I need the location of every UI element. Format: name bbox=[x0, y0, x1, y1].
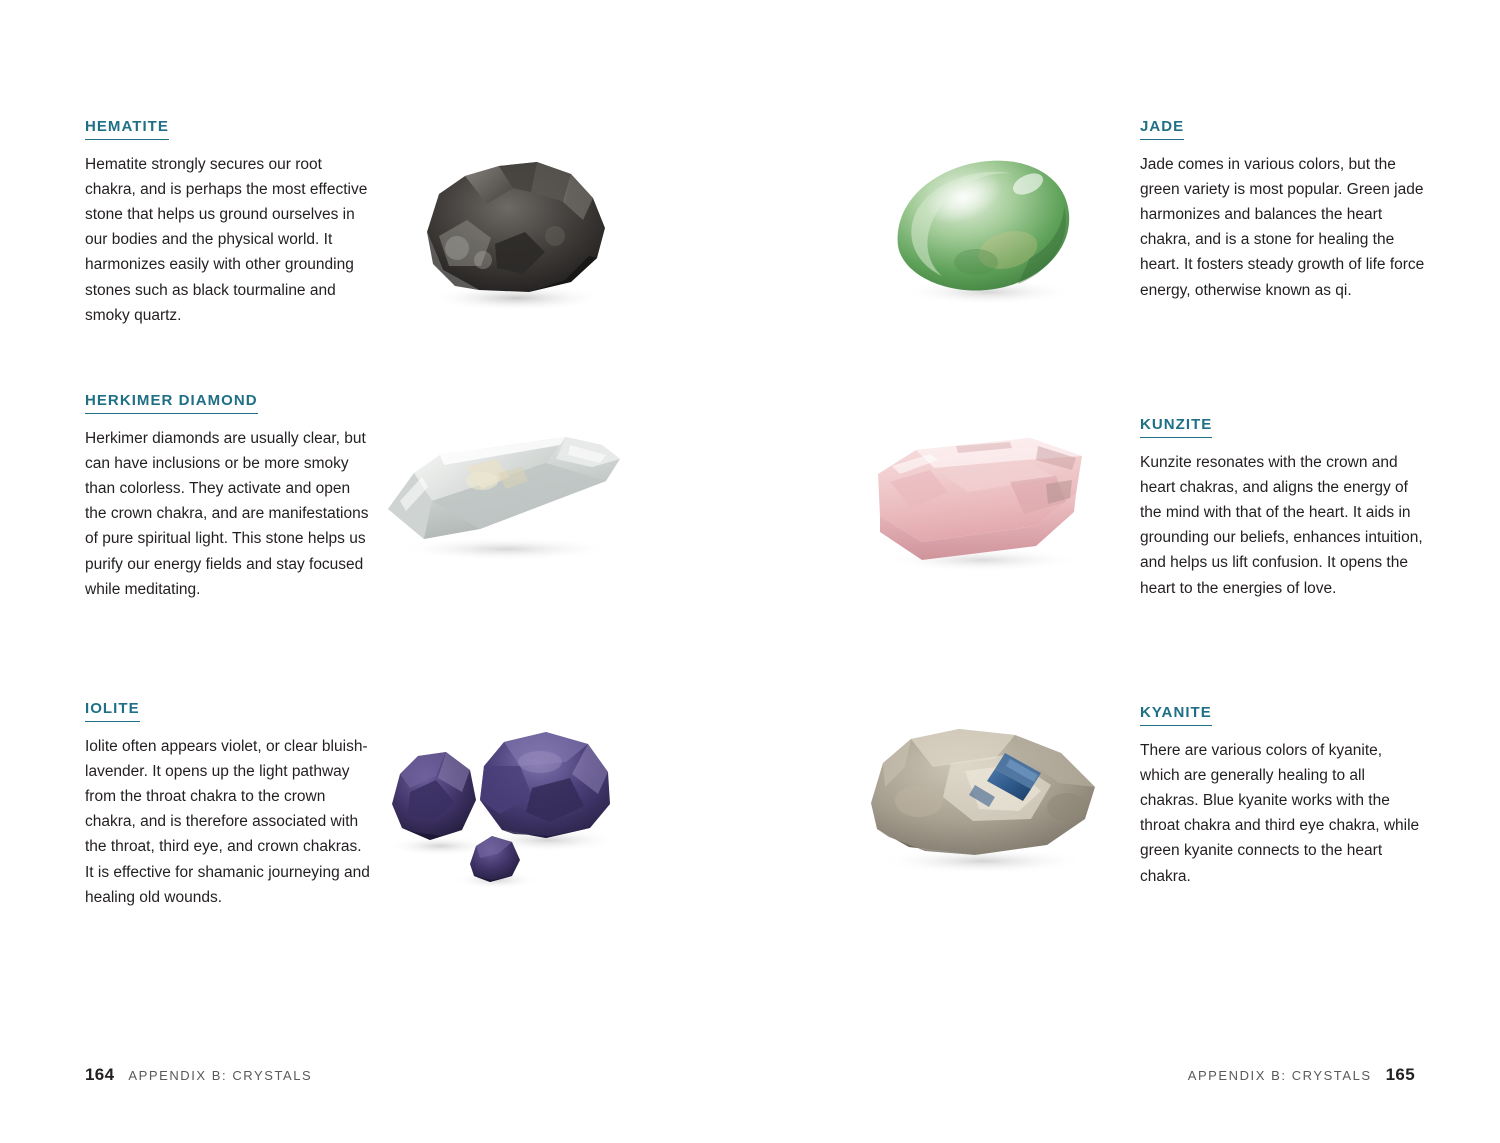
entry-heading: HERKIMER DIAMOND bbox=[85, 392, 258, 414]
folio-right bbox=[1188, 1065, 1415, 1085]
kyanite-in-matrix-photo bbox=[855, 715, 1115, 885]
entry-heading: HEMATITE bbox=[85, 118, 169, 140]
entry-body: There are various colors of kyanite, which are generally healing to all chakras. Blue kyanite works with the throat chakra and third eye chakra, while green kyanite connects to the heart chakra. bbox=[1140, 742, 1420, 885]
kunzite-pink-slab-photo bbox=[860, 420, 1100, 580]
entry-kyanite bbox=[1140, 704, 1425, 889]
folio-label: APPENDIX B: CRYSTALS bbox=[128, 1068, 313, 1083]
entry-herkimer-diamond bbox=[85, 392, 375, 602]
herkimer-diamond-point-photo bbox=[370, 415, 640, 575]
entry-body: Iolite often appears violet, or clear bluish-lavender. It opens up the light pathway from the throat chakra to the crown chakra, and is therefore associated with the throat, third eye, and crown chakras. It is effective for shamanic journeying and healing old wounds. bbox=[85, 738, 370, 906]
hematite-specimen-photo bbox=[395, 140, 635, 320]
jade-tumbled-stone-photo bbox=[880, 140, 1090, 315]
entry-heading: KUNZITE bbox=[1140, 416, 1212, 438]
entry-heading: KYANITE bbox=[1140, 704, 1212, 726]
entry-body: Kunzite resonates with the crown and heart chakras, and aligns the energy of the mind with that of the heart. It aids in grounding our beliefs, enhances intuition, and helps us lift confusion. It opens the heart to the energies of love. bbox=[1140, 454, 1423, 597]
folio-left bbox=[85, 1065, 312, 1085]
entry-kunzite bbox=[1140, 416, 1425, 601]
entry-jade bbox=[1140, 118, 1425, 303]
page-number: 164 bbox=[85, 1065, 115, 1084]
entry-body: Hematite strongly secures our root chakra, and is perhaps the most effective stone that helps us ground ourselves in our bodies and the physical world. It harmonizes easily with other grounding stones such as black tourmaline and smoky quartz. bbox=[85, 156, 368, 324]
entry-iolite bbox=[85, 700, 375, 910]
entry-hematite bbox=[85, 118, 375, 328]
iolite-rough-stones-photo bbox=[370, 718, 640, 908]
page-number: 165 bbox=[1385, 1065, 1415, 1084]
entry-heading: JADE bbox=[1140, 118, 1184, 140]
entry-body: Herkimer diamonds are usually clear, but can have inclusions or be more smoky than colorless. They activate and open the crown chakra, and are manifestations of pure spiritual light. This stone helps us purify our energy fields and stay focused while meditating. bbox=[85, 430, 369, 598]
folio-label: APPENDIX B: CRYSTALS bbox=[1187, 1068, 1372, 1083]
entry-body: Jade comes in various colors, but the green variety is most popular. Green jade harmonizes and balances the heart chakra, and is a stone for healing the heart. It fosters steady growth of life force energy, otherwise known as qi. bbox=[1140, 156, 1425, 299]
entry-heading: IOLITE bbox=[85, 700, 140, 722]
